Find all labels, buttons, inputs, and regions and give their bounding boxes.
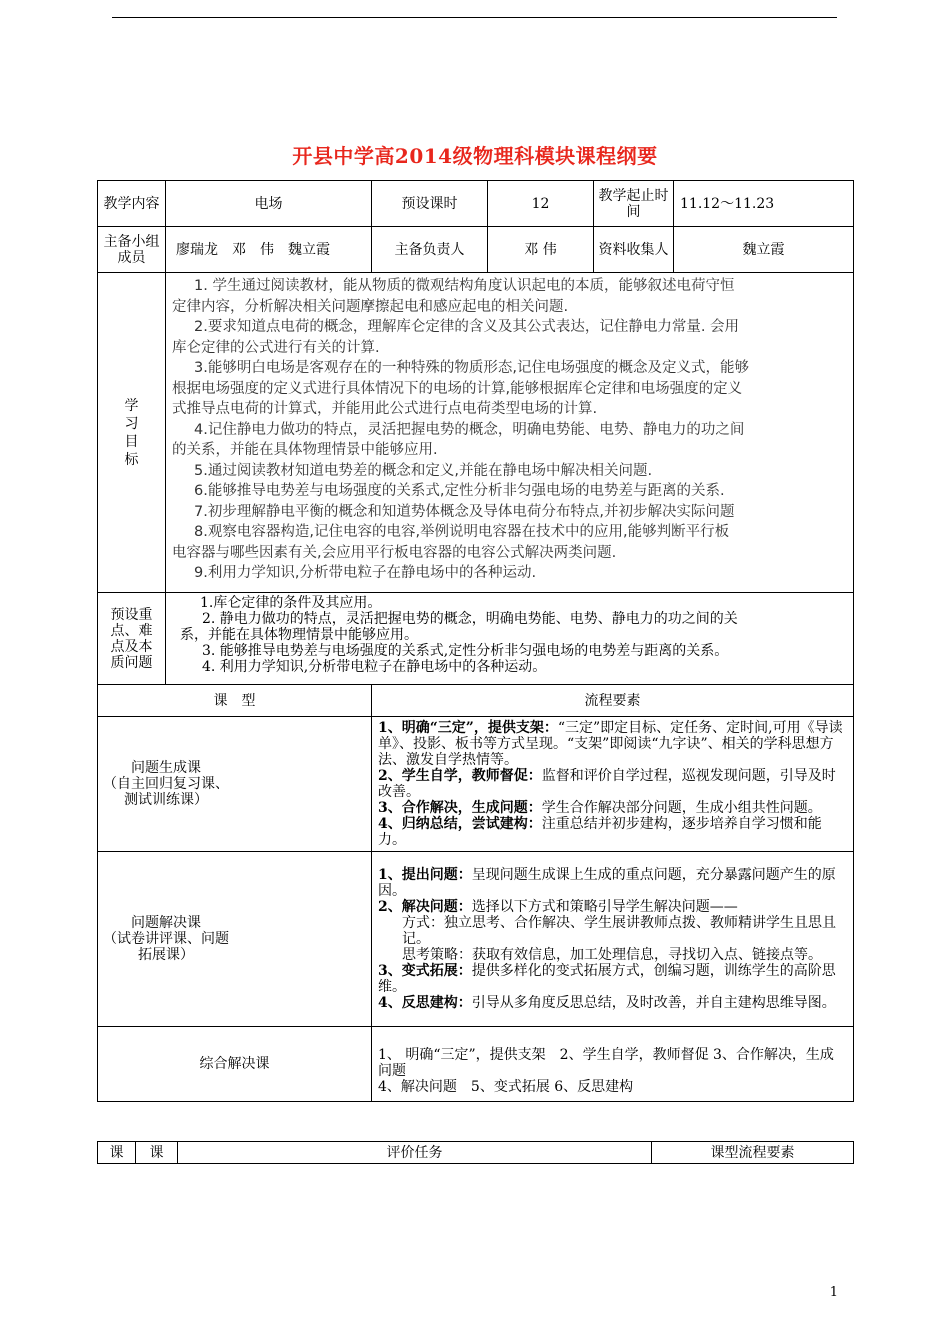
row-course-header [98,685,854,717]
item-body: 呈现问题生成课上生成的重点问题，充分暴露问题产生的原因。 [378,867,836,899]
focus-line: 2. 静电力做功的特点，灵活把握电势的概念，明确电势能、电势、静电力的功之间的关 [202,611,738,627]
item-head: 3、变式拓展： [378,963,472,979]
page-title: 开县中学高2014级物理科模块课程纲要 [292,144,658,168]
goal-line: 2.要求知道点电荷的概念，理解库仑定律的含义及其公式表达，记住静电力常量. 会用 [194,319,740,335]
generation-item [378,720,847,768]
focus-content [166,593,854,685]
goal-line: 3.能够明白电场是客观存在的一种特殊的物质形态,记住电场强度的概念及定义式，能够 [194,360,749,376]
eval-col-task: 评价任务 [178,1142,652,1164]
row-comprehensive [98,1027,854,1102]
goals-label [98,273,166,593]
item-head: 1、明确“三定”，提供支架： [378,720,558,736]
evaluation-header-row [98,1142,854,1164]
eval-col-flow: 课型流程要素 [652,1142,854,1164]
goal-line: 4.记住静电力做功的特点，灵活把握电势的概念，明确电势能、电势、静电力的功之间 [194,421,745,438]
item-body: 学生合作解决部分问题，生成小组共性问题。 [541,800,822,816]
members-label: 主备小组成员 [98,227,166,273]
flow-label: 流程要素 [372,685,854,717]
generation-label [98,717,372,852]
item-body: 监督和评价自学过程，巡视发现问题，引导及时改善。 [378,768,836,800]
goal-line: 定律内容，分析解决相关问题摩擦起电和感应起电的相关问题. [172,298,569,315]
focus-label [98,593,166,685]
lead-label: 主备负责人 [372,227,488,273]
goal-line: 5.通过阅读教材知道电势差的概念和定义,并能在静电场中解决相关问题. [194,462,653,479]
hours-label: 预设课时 [372,181,488,227]
row-solving [98,852,854,1027]
row-goals [98,273,854,593]
goal-line: 式推导点电荷的计算式，并能用此公式进行点电荷类型电场的计算. [172,401,598,417]
goal-line: 的关系，并能在具体物理情景中能够应用. [172,442,438,458]
generation-item [378,800,847,816]
solving-label-sub: （试卷讲评课、问题拓展课） [103,931,229,963]
lead-value: 邓 伟 [488,227,594,273]
collector-label: 资料收集人 [594,227,674,273]
item-head: 3、合作解决，生成问题： [378,800,542,816]
generation-item [378,768,847,800]
solving-label-block [98,915,234,963]
row-generation [98,717,854,852]
generation-label-sub: （自主回归复习课、测试训练课） [103,776,229,808]
solving-item [378,947,847,963]
item-head: 2、学生自学，教师督促： [378,768,542,784]
generation-label-main: 问题生成课 [131,760,201,776]
generation-item [378,816,847,848]
content-label: 教学内容 [98,181,166,227]
row-members [98,227,854,273]
solving-label-main: 问题解决课 [131,915,201,931]
item-body: 注重总结并初步建构，逐步培养自学习惯和能力。 [378,816,822,848]
comprehensive-content [372,1027,854,1102]
generation-label-block [98,760,234,808]
eval-col-1: 课 [98,1142,136,1164]
comprehensive-line: 1、 明确“三定”，提供支架 2、学生自学，教师督促 3、合作解决，生成问题 [378,1047,834,1079]
focus-line: 1.库仑定律的条件及其应用。 [200,595,382,611]
page-number: 1 [829,1285,838,1300]
item-head: 4、归纳总结，尝试建构： [378,816,542,832]
item-body: 提供多样化的变式拓展方式，创编习题，训练学生的高阶思维。 [378,963,836,995]
row-content [98,181,854,227]
comprehensive-line: 4、解决问题 5、变式拓展 6、反思建构 [378,1079,634,1095]
solving-label [98,852,372,1027]
solving-content [372,852,854,1027]
item-head: 1、提出问题： [378,867,472,883]
focus-line: 系，并能在具体物理情景中能够应用。 [180,627,418,643]
focus-line: 4. 利用力学知识,分析带电粒子在静电场中的各种运动。 [202,659,547,675]
item-body: 选择以下方式和策略引导学生解决问题—— [471,899,738,915]
evaluation-table [97,1141,854,1164]
dates-label: 教学起止时间 [594,181,674,227]
generation-content [372,717,854,852]
solving-item [378,867,847,899]
item-head: 4、反思建构： [378,995,472,1011]
solving-item [378,915,847,947]
goals-label-text: 学习目标 [124,397,139,468]
focus-line: 3. 能够推导电势差与电场强度的关系式,定性分析非匀强电场的电势差与距离的关系。 [202,643,729,659]
item-body: “三定”即定目标、定任务、定时间,可用《导读单》、投影、板书等方式呈现。“支架”即阅读“九字诀”、相关的学科思想方法、激发自学热情等。 [378,720,843,768]
goal-line: 根据电场强度的定义式进行具体情况下的电场的计算,能够根据库仑定律和电场强度的定义 [172,380,743,397]
members-value: 廖瑞龙 邓 伟 魏立霞 [166,227,372,273]
solving-item [378,995,847,1011]
goal-line: 库仑定律的公式进行有关的计算. [172,339,380,356]
row-focus [98,593,854,685]
focus-label-text: 预设重点、难点及本质问题 [110,606,153,671]
item-body: 方式：独立思考、合作解决、学生展讲教师点拨、教师精讲学生且思且记。 [402,915,836,947]
item-body: 思考策略：获取有效信息，加工处理信息，寻找切入点、链接点等。 [402,947,822,963]
goal-line: 9.利用力学知识,分析带电粒子在静电场中的各种运动. [194,565,537,581]
solving-item [378,963,847,995]
course-type-label: 课 型 [98,685,372,717]
goal-line: 8.观察电容器构造,记住电容的电容,举例说明电容器在技术中的应用,能够判断平行板 [194,524,730,540]
content-value: 电场 [166,181,372,227]
comprehensive-label: 综合解决课 [98,1027,372,1102]
solving-item [378,899,847,915]
dates-value: 11.12～11.23 [674,181,854,227]
collector-value: 魏立霞 [674,227,854,273]
goal-line: 1. 学生通过阅读教材，能从物质的微观结构角度认识起电的本质，能够叙述电荷守恒 [194,278,735,294]
eval-col-2: 课 [136,1142,178,1164]
item-head: 2、解决问题： [378,899,472,915]
header-rule [112,17,837,18]
item-body: 引导从多角度反思总结，及时改善，并自主建构思维导图。 [471,995,836,1011]
goal-line: 6.能够推导电势差与电场强度的关系式,定性分析非匀强电场的电势差与距离的关系. [194,483,725,499]
goals-content [166,273,854,593]
course-outline-table [97,180,854,1102]
goal-line: 电容器与哪些因素有关,会应用平行板电容器的电容公式解决两类问题. [172,544,617,561]
hours-value: 12 [488,181,594,227]
goal-line: 7.初步理解静电平衡的概念和知道势体概念及导体电荷分布特点,并初步解决实际问题 [194,503,735,520]
